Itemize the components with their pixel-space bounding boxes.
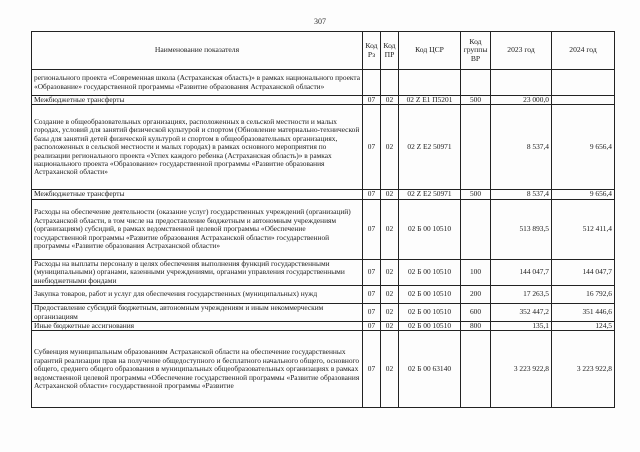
row-pr <box>381 70 399 96</box>
row-pr: 02 <box>381 331 399 408</box>
row-2024: 16 792,6 <box>552 286 615 304</box>
row-2023: 135,1 <box>491 322 552 331</box>
row-rz: 07 <box>363 190 381 199</box>
row-rz: 07 <box>363 304 381 322</box>
row-pr: 02 <box>381 304 399 322</box>
row-csr <box>399 70 461 96</box>
row-2023: 8 537,4 <box>491 105 552 190</box>
row-2023: 513 893,5 <box>491 199 552 259</box>
row-name: Создание в общеобразовательных организациях, расположенных в сельской местности и малых городах, условий для занятий физической культурой и спортом (Обновление материально-технической базы для занятий детей физической культурой и спортом в общеобразовательных организациях, расположенных в сельской местности и малых городах) в рамках основного мероприятия по реализации регионального проекта «Успех каждого ребенка (Астраханская область)» в рамках национального проекта «Образование» государственной программы «Развитие образования Астраханской области» <box>32 105 363 190</box>
row-name: Иные бюджетные ассигнования <box>32 322 363 331</box>
row-name: Расходы на выплаты персоналу в целях обеспечения выполнения функций государственными (муниципальными) органами, казенными учреждениями, органами управления государственными внебюджетными фондами <box>32 259 363 285</box>
row-vr <box>461 199 491 259</box>
row-rz: 07 <box>363 105 381 190</box>
table-row <box>32 304 615 322</box>
row-pr: 02 <box>381 259 399 285</box>
header-2024: 2024 год <box>552 32 615 70</box>
row-name: Расходы на обеспечение деятельности (оказание услуг) государственных учреждений (организаций) Астраханской области, в том числе на предоставление бюджетным и автономным учреждениям (организациям) субсидий, в рамках ведомственной целевой программы «Обеспечение государственной программы «Развитие образования Астраханской области» государственной программы «Развитие образования Астраханской области» <box>32 199 363 259</box>
row-pr: 02 <box>381 190 399 199</box>
table-row <box>32 190 615 199</box>
row-pr: 02 <box>381 286 399 304</box>
row-rz: 07 <box>363 331 381 408</box>
row-vr <box>461 331 491 408</box>
row-vr <box>461 70 491 96</box>
row-2024 <box>552 96 615 105</box>
row-2023: 8 537,4 <box>491 190 552 199</box>
row-2024 <box>552 70 615 96</box>
row-rz <box>363 70 381 96</box>
table-row <box>32 322 615 331</box>
row-csr: 02 Z E2 50971 <box>399 190 461 199</box>
row-pr: 02 <box>381 322 399 331</box>
row-csr: 02 Б 00 10510 <box>399 199 461 259</box>
table-row <box>32 286 615 304</box>
row-csr: 02 Z E1 П5201 <box>399 96 461 105</box>
page-number: 307 <box>314 17 326 26</box>
row-rz: 07 <box>363 199 381 259</box>
row-name: Закупка товаров, работ и услуг для обеспечения государственных (муниципальных) нужд <box>32 286 363 304</box>
table-row <box>32 259 615 285</box>
row-2023: 3 223 922,8 <box>491 331 552 408</box>
header-pr: Код ПР <box>381 32 399 70</box>
row-name: Межбюджетные трансферты <box>32 96 363 105</box>
row-2024: 3 223 922,8 <box>552 331 615 408</box>
row-name: Предоставление субсидий бюджетным, автономным учреждениям и иным некоммерческим организациям <box>32 304 363 322</box>
table-row <box>32 96 615 105</box>
row-rz: 07 <box>363 286 381 304</box>
row-csr: 02 Б 00 10510 <box>399 259 461 285</box>
row-2023: 17 263,5 <box>491 286 552 304</box>
budget-table <box>31 31 615 408</box>
row-2024: 144 047,7 <box>552 259 615 285</box>
row-2023: 352 447,2 <box>491 304 552 322</box>
header-vr: Код группы ВР <box>461 32 491 70</box>
row-2023 <box>491 70 552 96</box>
row-2023: 23 000,0 <box>491 96 552 105</box>
row-rz: 07 <box>363 322 381 331</box>
row-2023: 144 047,7 <box>491 259 552 285</box>
row-csr: 02 Б 00 10510 <box>399 322 461 331</box>
row-pr: 02 <box>381 105 399 190</box>
header-csr: Код ЦСР <box>399 32 461 70</box>
row-vr: 600 <box>461 304 491 322</box>
row-csr: 02 Z E2 50971 <box>399 105 461 190</box>
row-vr: 500 <box>461 96 491 105</box>
row-pr: 02 <box>381 199 399 259</box>
row-csr: 02 Б 00 63140 <box>399 331 461 408</box>
row-csr: 02 Б 00 10510 <box>399 304 461 322</box>
row-name: Межбюджетные трансферты <box>32 190 363 199</box>
row-csr: 02 Б 00 10510 <box>399 286 461 304</box>
row-2024: 351 446,6 <box>552 304 615 322</box>
table-row <box>32 199 615 259</box>
row-vr: 100 <box>461 259 491 285</box>
table-row <box>32 70 615 96</box>
row-rz: 07 <box>363 96 381 105</box>
row-name: регионального проекта «Современная школа (Астраханская область)» в рамках национального проекта «Образование» государственной программы «Развитие образования Астраханской области» <box>32 70 363 96</box>
row-2024: 9 656,4 <box>552 105 615 190</box>
row-pr: 02 <box>381 96 399 105</box>
row-2024: 9 656,4 <box>552 190 615 199</box>
table-header-row <box>32 32 615 70</box>
row-name: Субвенция муниципальным образованиям Астраханской области на обеспечение государственных гарантий реализации прав на получение общедоступного и бесплатного начального общего, основного общего, среднего общего образования в муниципальных общеобразовательных организациях в рамках ведомственной целевой программы «Обеспечение государственной программы «Развитие образования Астраханской области» государственной программы «Развитие <box>32 331 363 408</box>
row-vr: 500 <box>461 190 491 199</box>
row-2024: 124,5 <box>552 322 615 331</box>
row-2024: 512 411,4 <box>552 199 615 259</box>
table-row <box>32 105 615 190</box>
header-2023: 2023 год <box>491 32 552 70</box>
row-vr <box>461 105 491 190</box>
row-rz: 07 <box>363 259 381 285</box>
row-vr: 200 <box>461 286 491 304</box>
table-row <box>32 331 615 408</box>
header-name: Наименование показателя <box>32 32 363 70</box>
row-vr: 800 <box>461 322 491 331</box>
header-rz: Код Рз <box>363 32 381 70</box>
